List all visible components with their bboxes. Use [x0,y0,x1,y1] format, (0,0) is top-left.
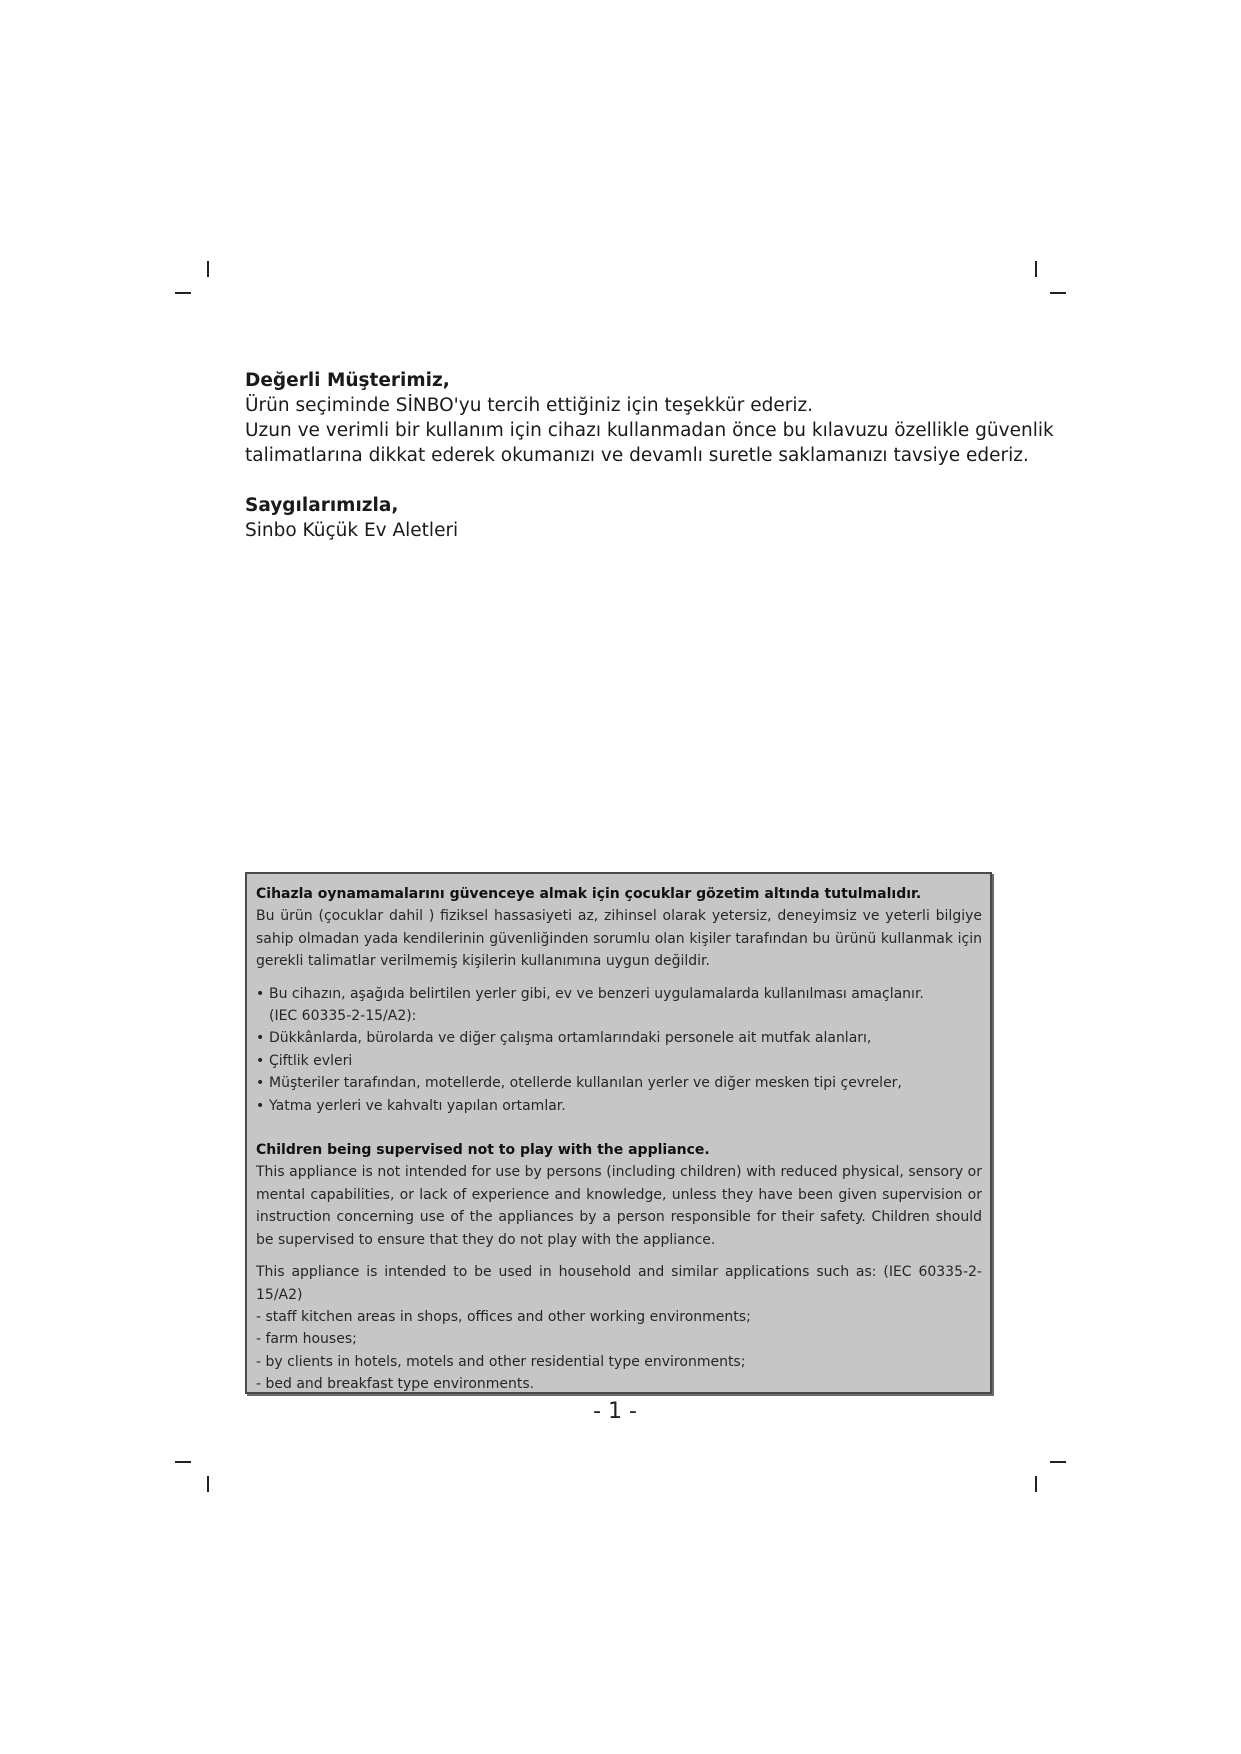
tr-usage-list [256,983,982,1117]
bullet-icon: • [256,985,265,1002]
crop-mark-bottom-right-v [1035,1476,1037,1492]
closing: Saygılarımızla, [245,495,399,516]
crop-mark-bottom-left-v [207,1476,209,1492]
list-item: - by clients in hotels, motels and other residential type environments; [256,1353,746,1370]
advice-line-2: talimatlarına dikkat ederek okumanızı ve devamlı suretle saklamanızı tavsiye ederiz. [245,445,1029,466]
page-number: - 1 - [593,1399,637,1424]
crop-mark-top-left-v [207,261,209,277]
list-item: - staff kitchen areas in shops, offices and other working environments; [256,1308,751,1325]
list-item: - bed and breakfast type environments. [256,1376,535,1393]
intro-letter [245,368,1054,543]
bullet-icon: • [256,1052,265,1069]
bullet-icon: • [256,1097,265,1114]
en-notice-body: This appliance is not intended for use by persons (including children) with reduced physical, sensory or mental capabilities, or lack of experience and knowledge, unless they have been given supervision or instruction concerning use of the appliances by a person responsible for their safety. Children should be supervised to ensure that they do not play with the appliance. [256,1164,982,1248]
list-item: • Müşteriler tarafından, motellerde, otellerde kullanılan yerler ve diğer mesken tipi çevreler, [256,1072,982,1094]
crop-mark-top-right-h [1050,292,1066,294]
tr-standard: (IEC 60335-2-15/A2): [269,1008,417,1025]
tr-notice-title: Cihazla oynamamalarını güvenceye almak için çocuklar gözetim altında tutulmalıdır. [256,886,922,902]
crop-mark-top-right-v [1035,261,1037,277]
advice-line-1: Uzun ve verimli bir kullanım için cihazı kullanmadan önce bu kılavuzu özellikle güvenlik [245,420,1054,441]
signature: Sinbo Küçük Ev Aletleri [245,520,459,541]
tr-notice-body: Bu ürün (çocuklar dahil ) fiziksel hassasiyeti az, zihinsel olarak yetersiz, deneyimsiz ve yeterli bilgiye sahip olmadan yada kendilerinin güvenliğinden sorumlu olan kişiler tarafından bu ürünü kullanmak için gerekli talimatlar verilmemiş kişilerin kullanımına uygun değildir. [256,908,982,970]
greeting: Değerli Müşterimiz, [245,370,450,391]
en-notice-title: Children being supervised not to play with the appliance. [256,1142,710,1159]
en-usage-intro: This appliance is intended to be used in household and similar applications such as: (IEC 60335-2-15/A2) [256,1264,982,1303]
crop-mark-top-left-h [175,292,191,294]
bullet-icon: • [256,1075,265,1092]
list-item: • Bu cihazın, aşağıda belirtilen yerler gibi, ev ve benzeri uygulamalarda kullanılması amaçlanır. [256,983,982,1005]
list-item: - farm houses; [256,1331,357,1348]
safety-notice-box [245,872,992,1394]
list-item: • Dükkânlarda, bürolarda ve diğer çalışma ortamlarındaki personele ait mutfak alanları, [256,1027,982,1049]
crop-mark-bottom-left-h [175,1461,191,1463]
crop-mark-bottom-right-h [1050,1461,1066,1463]
bullet-icon: • [256,1030,265,1047]
list-item: • Yatma yerleri ve kahvaltı yapılan ortamlar. [256,1095,982,1117]
list-item: • Çiftlik evleri [256,1050,982,1072]
thanks-line: Ürün seçiminde SİNBO'yu tercih ettiğiniz için teşekkür ederiz. [245,395,814,416]
